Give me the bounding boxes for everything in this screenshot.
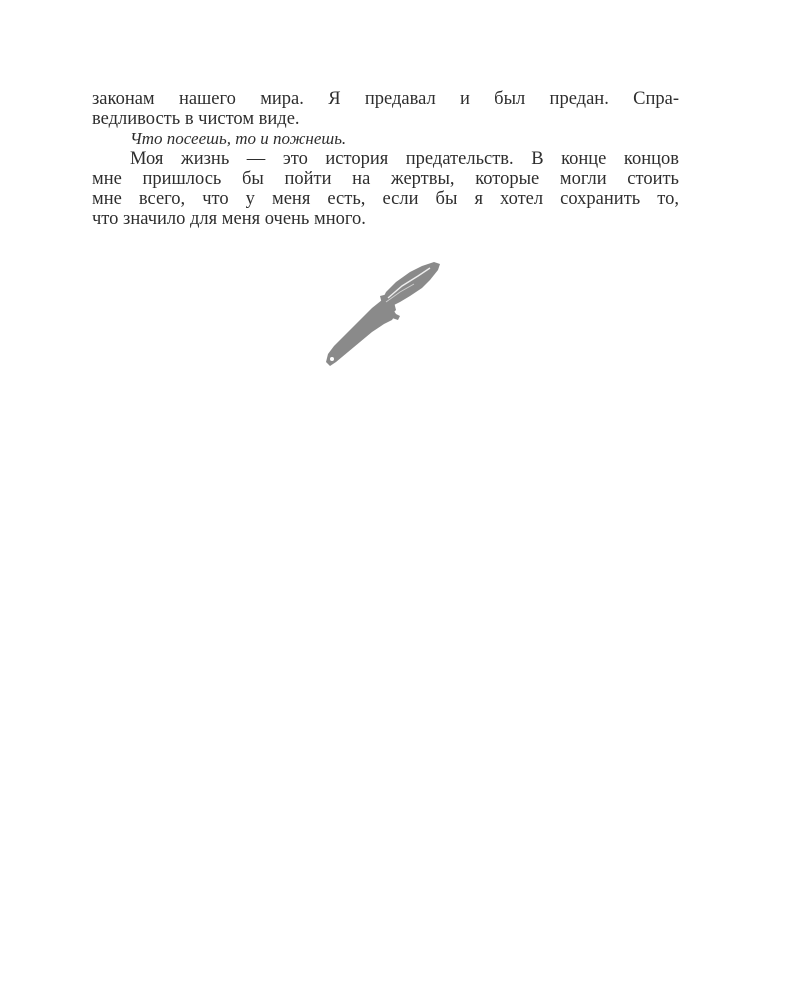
knife-icon [322,258,446,370]
text-line: мне пришлось бы пойти на жертвы, которые могли стоить [92,169,679,189]
quote-line: Что посеешь, то и пожнешь. [130,129,347,148]
text-line: законам нашего мира. Я предавал и был предан. Спра- [92,89,679,109]
text-line: мне всего, что у меня есть, если бы я хотел сохранить то, [92,189,679,209]
text-line: Моя жизнь — это история предательств. В конце концов [130,149,679,169]
text-line: ведливость в чистом виде. [92,109,300,129]
text-line: что значило для меня очень много. [92,209,366,229]
body-text [92,89,679,229]
